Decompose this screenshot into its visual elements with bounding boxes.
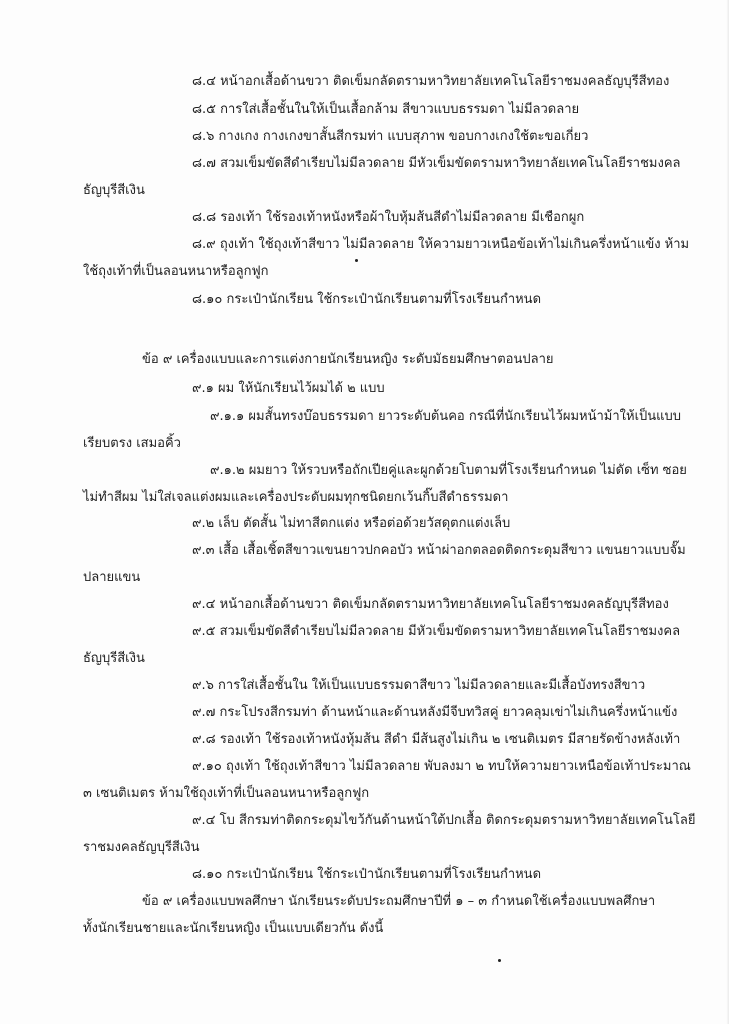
clause-9-4: ๙.๔ หน้าอกเสื้อด้านขวา ติดเข็มกลัดตรามหาวิทยาลัยเทคโนโลยีราชมงคลธัญบุรีสีทอง — [192, 597, 669, 612]
clause-8-8: ๘.๘ รองเท้า ใช้รองเท้าหนังหรือผ้าใบหุ้มส้นสีดำไม่มีลวดลาย มีเชือกผูก — [192, 210, 585, 225]
clause-9-5-continued: ธัญบุรีสีเงิน — [83, 651, 145, 666]
section-9-pe-heading: ข้อ ๙ เครื่องแบบพลศึกษา นักเรียนระดับประถมศึกษาปีที่ ๑ – ๓ กำหนดใช้เครื่องแบบพลศึกษา — [142, 894, 656, 909]
clause-9-4-bow: ๙.๔ โบ สีกรมท่าติดกระดุมไขว้กันด้านหน้าใต้ปกเสื้อ ติดกระดุมตรามหาวิทยาลัยเทคโนโลยี — [192, 813, 696, 828]
clause-8-10-repeat: ๘.๑๐ กระเป๋านักเรียน ใช้กระเป๋านักเรียนตามที่โรงเรียนกำหนด — [192, 867, 542, 882]
clause-9-10-continued: ๓ เซนติเมตร ห้ามใช้ถุงเท้าที่เป็นลอนหนาหรือลูกฟูก — [83, 786, 370, 801]
clause-9-3: ๙.๓ เสื้อ เสื้อเชิ้ตสีขาวแขนยาวปกคอบัว หน้าผ่าอกตลอดติดกระดุมสีขาว แขนยาวแบบจั๊ม — [192, 543, 686, 558]
clause-9-7: ๙.๗ กระโปรงสีกรมท่า ด้านหน้าและด้านหลังมีจีบทวิสคู่ ยาวคลุมเข่าไม่เกินครึ่งหน้าแข้ง — [192, 705, 678, 720]
clause-8-4: ๘.๔ หน้าอกเสื้อด้านขวา ติดเข็มกลัดตรามหาวิทยาลัยเทคโนโลยีราชมงคลธัญบุรีสีทอง — [192, 74, 670, 89]
clause-9-1-2-continued: ไม่ทำสีผม ไม่ใส่เจลแต่งผมและเครื่องประดับผมทุกชนิดยกเว้นกิ๊บสีดำธรรมดา — [83, 490, 509, 505]
clause-9-1-1: ๙.๑.๑ ผมสั้นทรงบ๊อบธรรมดา ยาวระดับต้นคอ กรณีที่นักเรียนไว้ผมหน้าม้าให้เป็นแบบ — [210, 409, 682, 424]
clause-9-3-continued: ปลายแขน — [83, 570, 141, 585]
clause-9-5: ๙.๕ สวมเข็มขัดสีดำเรียบไม่มีลวดลาย มีหัวเข็มขัดตรามหาวิทยาลัยเทคโนโลยีราชมงคล — [192, 624, 681, 639]
clause-8-5: ๘.๕ การใส่เสื้อชั้นในให้เป็นเสื้อกล้าม สีขาวแบบธรรมดา ไม่มีลวดลาย — [192, 102, 580, 117]
clause-8-10: ๘.๑๐ กระเป๋านักเรียน ใช้กระเป๋านักเรียนตามที่โรงเรียนกำหนด — [192, 292, 542, 307]
clause-8-9: ๘.๙ ถุงเท้า ใช้ถุงเท้าสีขาว ไม่มีลวดลาย ให้ความยาวเหนือข้อเท้าไม่เกินครึ่งหน้าแข้ง ห้าม — [192, 237, 690, 252]
scan-speck — [355, 259, 358, 262]
clause-9-2: ๙.๒ เล็บ ตัดสั้น ไม่ทาสีตกแต่ง หรือต่อด้วยวัสดุตกแต่งเล็บ — [192, 516, 511, 531]
section-9-pe-heading-continued: ทั้งนักเรียนชายและนักเรียนหญิง เป็นแบบเดียวกัน ดังนี้ — [83, 921, 384, 936]
clause-9-10: ๙.๑๐ ถุงเท้า ใช้ถุงเท้าสีขาว ไม่มีลวดลาย พับลงมา ๒ ทบให้ความยาวเหนือข้อเท้าประมาณ — [192, 759, 691, 774]
clause-8-7-continued: ธัญบุรีสีเงิน — [83, 183, 145, 198]
clause-9-4-bow-continued: ราชมงคลธัญบุรีสีเงิน — [83, 840, 200, 855]
clause-8-7: ๘.๗ สวมเข็มขัดสีดำเรียบไม่มีลวดลาย มีหัวเข็มขัดตรามหาวิทยาลัยเทคโนโลยีราชมงคล — [192, 156, 681, 171]
clause-9-1: ๙.๑ ผม ให้นักเรียนไว้ผมได้ ๒ แบบ — [192, 381, 385, 396]
clause-9-1-2: ๙.๑.๒ ผมยาว ให้รวบหรือถักเปียคู่และผูกด้วยโบตามที่โรงเรียนกำหนด ไม่ดัด เซ็ท ซอย — [210, 463, 687, 478]
clause-8-6: ๘.๖ กางเกง กางเกงขาสั้นสีกรมท่า แบบสุภาพ ขอบกางเกงใช้ตะขอเกี่ยว — [192, 129, 589, 144]
clause-9-8: ๙.๘ รองเท้า ใช้รองเท้าหนังหุ้มส้น สีดำ มีส้นสูงไม่เกิน ๒ เซนติเมตร มีสายรัดข้างหลังเท้า — [192, 732, 681, 747]
clause-9-6: ๙.๖ การใส่เสื้อชั้นใน ให้เป็นแบบธรรมดาสีขาว ไม่มีลวดลายและมีเสื้อบังทรงสีขาว — [192, 678, 646, 693]
scan-speck — [498, 959, 501, 962]
clause-9-1-1-continued: เรียบตรง เสมอคิ้ว — [83, 436, 181, 451]
clause-8-9-continued: ใช้ถุงเท้าที่เป็นลอนหนาหรือลูกฟูก — [83, 264, 269, 279]
section-9-heading: ข้อ ๙ เครื่องแบบและการแต่งกายนักเรียนหญิง ระดับมัธยมศึกษาตอนปลาย — [142, 352, 554, 367]
